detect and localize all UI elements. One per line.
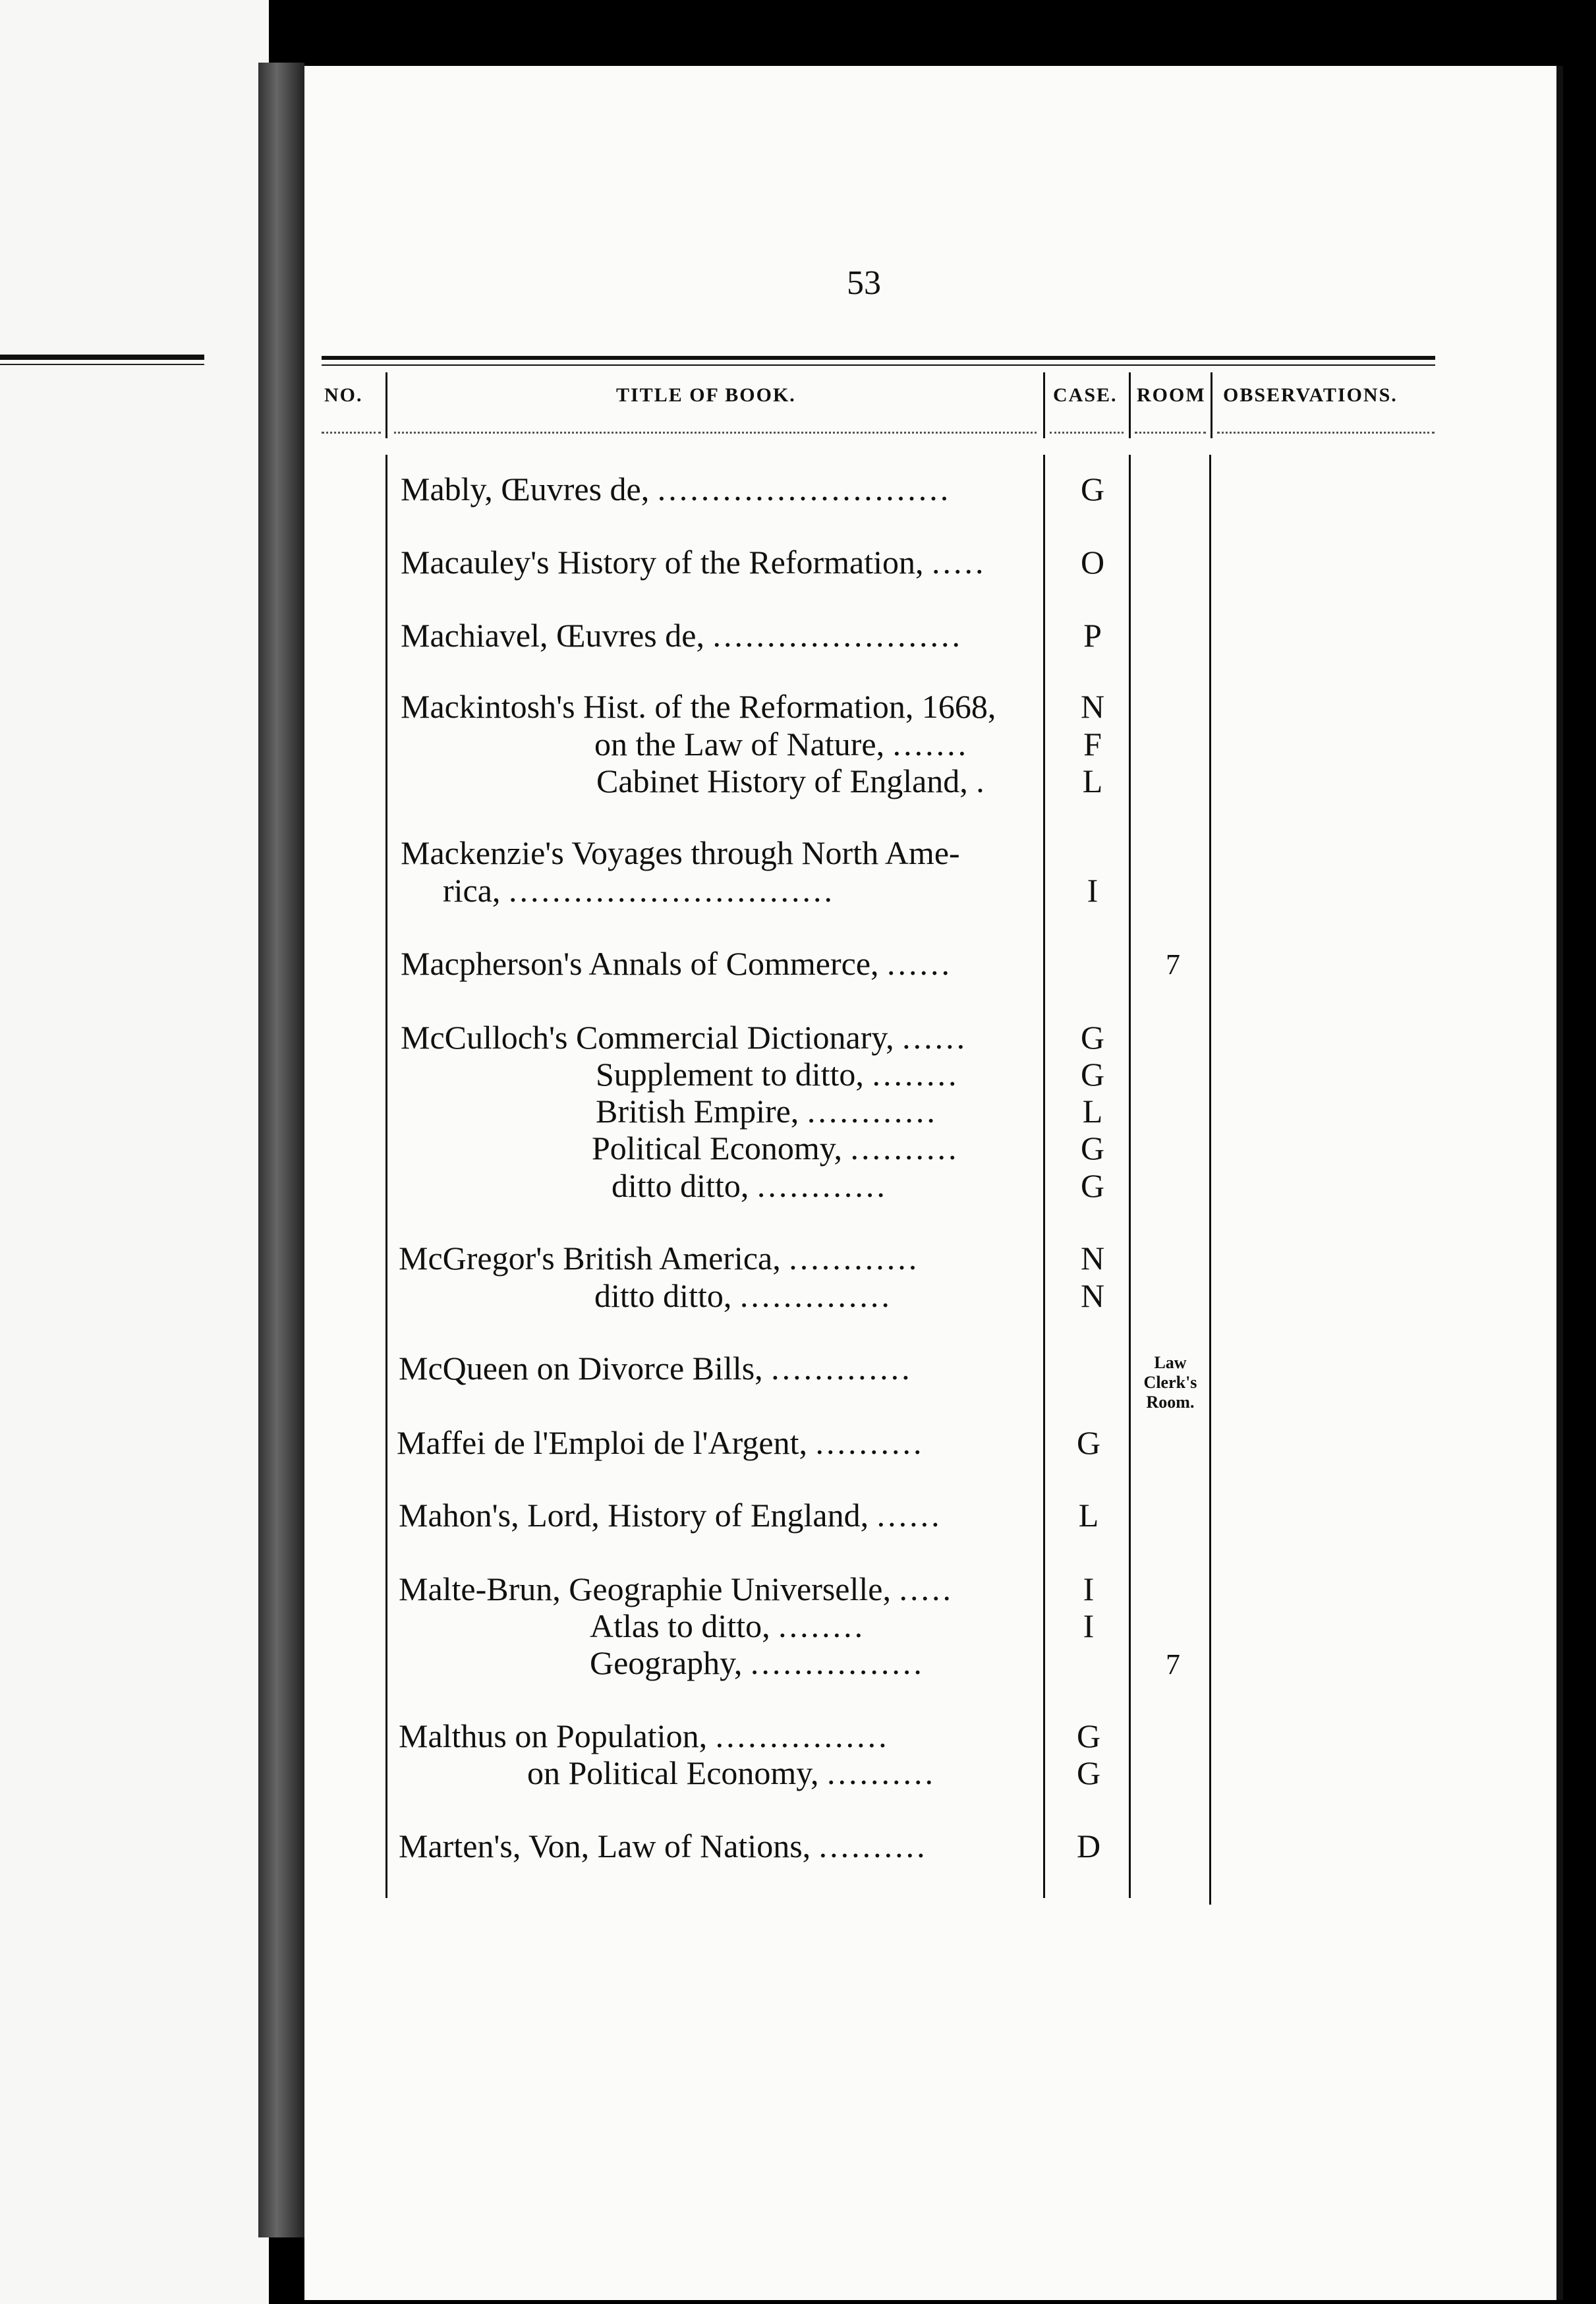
entry-title: Machiavel, Œuvres de, ....................... <box>401 617 963 654</box>
entry-case: N <box>1080 1277 1105 1314</box>
header-rule-thick <box>322 356 1435 360</box>
entry-subtitle: Atlas to ditto, ........ <box>590 1607 866 1644</box>
facing-page-rule-thin <box>0 364 204 365</box>
entry-subtitle: ditto ditto, .............. <box>594 1277 892 1314</box>
entry-subtitle: Political Economy, .......... <box>592 1130 959 1166</box>
header-underline-title <box>394 432 1037 440</box>
header-underline-no <box>322 432 381 440</box>
entry-title: McCulloch's Commercial Dictionary, ...... <box>401 1019 968 1056</box>
entry-subtitle: British Empire, ............ <box>596 1093 938 1130</box>
entry-subtitle: on Political Economy, .......... <box>527 1754 936 1791</box>
entry-subtitle: Cabinet History of England, . <box>596 763 987 799</box>
facing-page <box>0 0 269 2304</box>
header-underline-case <box>1050 432 1124 440</box>
header-underline-room <box>1135 432 1206 440</box>
entry-title: Marten's, Von, Law of Nations, .......... <box>399 1828 928 1864</box>
entry-title: Maffei de l'Emploi de l'Argent, .......... <box>397 1424 925 1461</box>
header-underline-observations <box>1217 432 1435 440</box>
entry-case: F <box>1083 726 1102 763</box>
entry-title: Macauley's History of the Reformation, ..... <box>401 544 986 581</box>
entry-case: G <box>1080 1019 1105 1056</box>
entry-case: L <box>1082 1093 1103 1130</box>
header-no: NO. <box>324 384 363 406</box>
entry-case: G <box>1080 1130 1105 1166</box>
entry-case: I <box>1083 1570 1095 1607</box>
entry-case: G <box>1076 1754 1101 1791</box>
entry-case: G <box>1076 1717 1101 1754</box>
header-room: ROOM <box>1137 384 1206 406</box>
column-divider-obs-header <box>1211 372 1212 438</box>
entry-case: D <box>1076 1828 1101 1864</box>
entry-case: L <box>1078 1497 1099 1534</box>
column-divider-no <box>385 372 387 438</box>
entry-case: N <box>1080 688 1105 725</box>
entry-case: P <box>1083 617 1102 654</box>
column-divider-room <box>1129 455 1131 1898</box>
entry-title: McGregor's British America, ............ <box>399 1240 920 1277</box>
column-divider-observations <box>1209 455 1211 1905</box>
entry-room: 7 <box>1166 1648 1180 1681</box>
entry-case: G <box>1080 471 1105 507</box>
room-law-clerks-room: Law Clerk's Room. <box>1143 1353 1197 1412</box>
column-divider-room-header <box>1129 372 1131 438</box>
entry-case: O <box>1080 544 1105 581</box>
header-title: TITLE OF BOOK. <box>616 384 796 406</box>
entry-title: Macpherson's Annals of Commerce, ...... <box>401 945 953 982</box>
column-divider-case-header <box>1043 372 1045 438</box>
header-case: CASE. <box>1053 384 1118 406</box>
entry-title: McQueen on Divorce Bills, ............. <box>399 1350 913 1387</box>
entry-title: Mahon's, Lord, History of England, ...... <box>399 1497 942 1534</box>
entry-case: I <box>1083 1607 1095 1644</box>
column-divider-title-left <box>385 455 387 1898</box>
entry-title: Malte-Brun, Geographie Universelle, ..... <box>399 1570 954 1607</box>
entry-case: N <box>1080 1240 1105 1277</box>
page-number: 53 <box>847 264 881 302</box>
entry-title: Mackenzie's Voyages through North Ame- <box>401 834 960 871</box>
entry-room: 7 <box>1166 948 1180 981</box>
entry-subtitle: Supplement to ditto, ........ <box>596 1056 959 1093</box>
entry-case: G <box>1080 1056 1105 1093</box>
column-divider-case <box>1043 455 1045 1898</box>
entry-title: Malthus on Population, ................ <box>399 1717 890 1754</box>
entry-case: G <box>1080 1167 1105 1204</box>
header-rule-thin <box>322 364 1435 366</box>
entry-subtitle: ditto ditto, ............ <box>612 1167 888 1204</box>
book-gutter <box>258 63 304 2237</box>
entry-title: Mackintosh's Hist. of the Reformation, 1668, <box>401 688 996 725</box>
entry-case: I <box>1087 872 1098 909</box>
facing-page-rule <box>0 355 204 360</box>
entry-subtitle: Geography, ................ <box>590 1644 925 1681</box>
header-observations: OBSERVATIONS. <box>1223 384 1398 406</box>
entry-subtitle: rica, .............................. <box>443 872 835 909</box>
entry-case: L <box>1082 763 1103 799</box>
entry-subtitle: on the Law of Nature, ....... <box>594 726 969 763</box>
entry-title: Mably, Œuvres de, ........................... <box>401 471 952 507</box>
entry-case: G <box>1076 1424 1101 1461</box>
